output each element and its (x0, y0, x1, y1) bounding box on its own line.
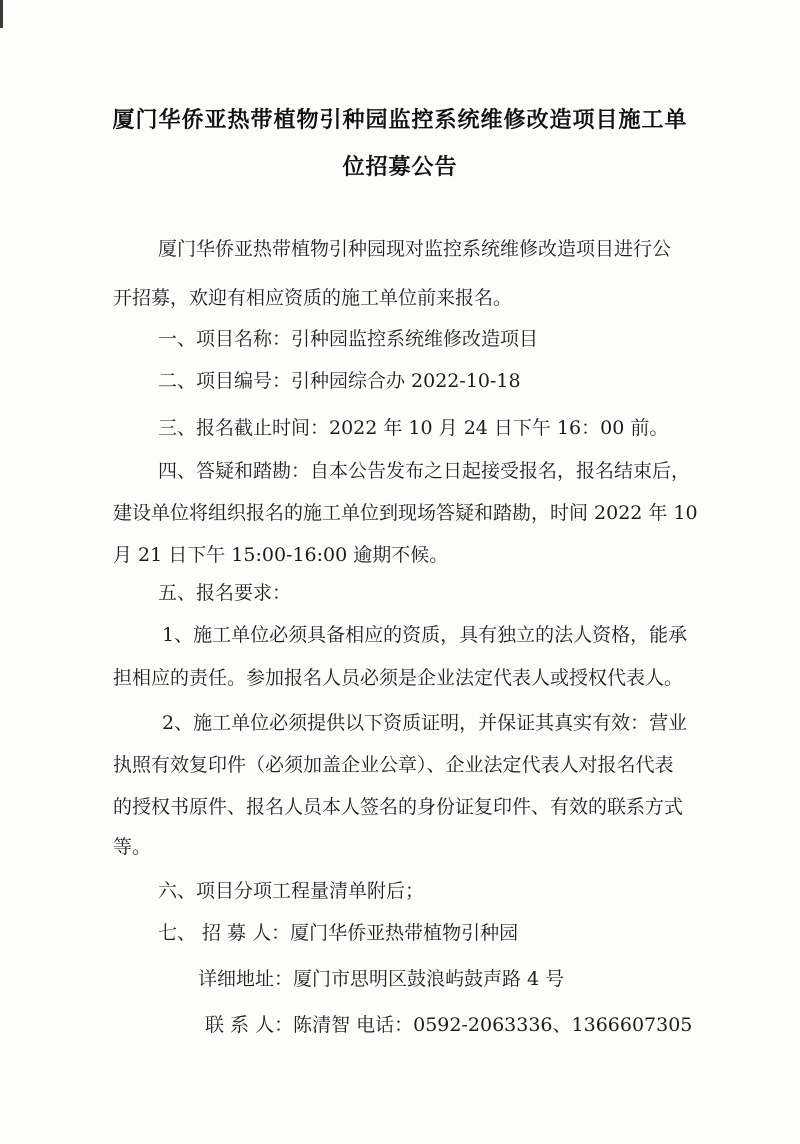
req-1-line-2: 担相应的责任。参加报名人员必须是企业法定代表人或授权代表人。 (113, 667, 684, 689)
req-1-line-1: 1、施工单位必须具备相应的资质，具有独立的法人资格，能承 (162, 624, 688, 646)
scan-edge-mark (0, 0, 3, 28)
req-2-line-3: 的授权书原件、报名人员本人签名的身份证复印件、有效的联系方式 (113, 796, 684, 818)
item-qa-line-3: 月 21 日下午 15:00-16:00 逾期不候。 (113, 544, 449, 566)
intro-line-1: 厦门华侨亚热带植物引种园现对监控系统维修改造项目进行公 (158, 238, 672, 260)
req-2-line-1: 2、施工单位必须提供以下资质证明，并保证其真实有效：营业 (162, 712, 688, 734)
contact-line: 联 系 人：陈清智 电话：0592-2063336、1366607305 (205, 1014, 693, 1036)
title-line-1: 厦门华侨亚热带植物引种园监控系统维修改造项目施工单 (112, 108, 688, 133)
req-2-line-2: 执照有效复印件（必须加盖企业公章）、企业法定代表人对报名代表 (113, 754, 674, 776)
intro-line-2: 开招募，欢迎有相应资质的施工单位前来报名。 (113, 287, 513, 309)
req-2-line-4: 等。 (113, 836, 152, 858)
item-project-name: 一、项目名称：引种园监控系统维修改造项目 (158, 328, 539, 350)
item-recruiter: 七、 招 募 人：厦门华侨亚热带植物引种园 (158, 922, 519, 944)
item-project-number: 二、项目编号：引种园综合办 2022-10-18 (158, 370, 521, 392)
item-requirements: 五、报名要求： (158, 582, 292, 604)
item-qa-line-2: 建设单位将组织报名的施工单位到现场答疑和踏勘，时间 2022 年 10 (113, 502, 698, 524)
title-line-2: 位招募公告 (342, 155, 458, 180)
address-line: 详细地址：厦门市思明区鼓浪屿鼓声路 4 号 (198, 968, 565, 990)
item-qa-line-1: 四、答疑和踏勘：自本公告发布之日起接受报名，报名结束后， (158, 460, 691, 482)
item-bill-of-quantities: 六、项目分项工程量清单附后； (158, 880, 425, 902)
item-deadline: 三、报名截止时间：2022 年 10 月 24 日下午 16：00 前。 (158, 417, 669, 439)
